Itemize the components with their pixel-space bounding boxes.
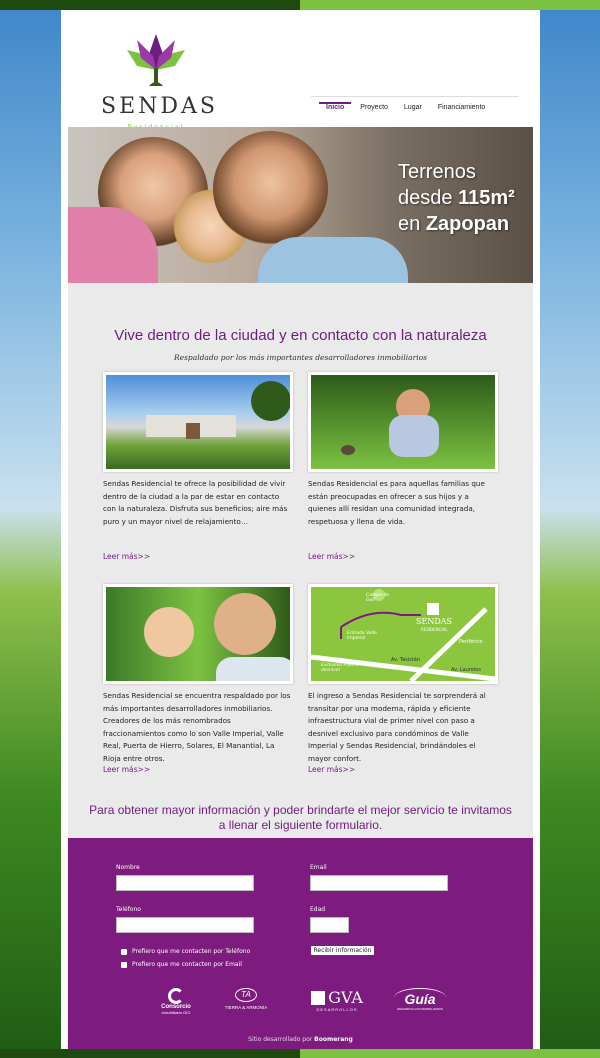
hero-shirt-man [258,237,408,283]
gva-mark-icon [311,991,325,1005]
credit-link[interactable]: Boomerang [314,1036,353,1043]
father-son-photo[interactable] [103,584,293,684]
tya-name: TIERRA & ARMONÍA [224,1005,268,1010]
submit-button[interactable]: Recibir información [311,946,374,955]
nav-inicio[interactable]: Inicio [319,102,351,113]
form-invitation [68,803,533,833]
gva-name: GVA [328,988,363,1007]
read-more-link[interactable]: Leer más>> [308,552,356,561]
edad-label: Edad [310,906,326,913]
partner-gva[interactable] [302,988,372,1012]
cta-line2: a llenar el siguiente formulario. [218,818,383,832]
nav-financiamiento[interactable]: Financiamiento [437,104,486,111]
card-text: Sendas Residencial es para aquellas familias que están preocupadas en ofrecer a sus hijos y a quienes allí residan una comunidad integrada, respetuosa y llena de vida. [308,479,485,526]
map-label-tesistan: Av. Tesistán [391,657,420,663]
contact-form [68,838,533,1049]
logo[interactable] [101,32,218,132]
pref-email-checkbox[interactable] [121,962,127,968]
map-brand-sub: RESIDENCIAL [421,627,448,632]
family-park-photo[interactable] [308,372,498,472]
partner-logos [68,988,533,1018]
pref-email-label: Prefiero que me contacten por Email [132,961,242,968]
main-nav [319,102,494,113]
gig-sub: Inmobiliario GIG [161,1010,191,1015]
hero-photo-man [213,131,328,246]
hero-headline [398,159,515,237]
gva-sub: DESARROLLOS [316,1007,358,1012]
telefono-label: Teléfono [116,906,141,913]
section-title: Vive dentro de la ciudad y en contacto con la naturaleza [114,327,487,344]
cta-line1: Para obtener mayor información y poder brindarte el mejor servicio te invitamos [89,803,512,817]
edad-input[interactable] [310,917,349,933]
nav-proyecto[interactable]: Proyecto [360,104,388,111]
email-input[interactable] [310,875,448,891]
nav-divider [311,96,519,97]
content-section [68,283,533,838]
nombre-input[interactable] [116,875,254,891]
pref-telefono-checkbox[interactable] [121,949,127,955]
entrance-photo[interactable] [103,372,293,472]
telefono-input[interactable] [116,917,254,933]
guia-sub: DESARROLLOS INMOBILIARIOS [397,1007,443,1011]
feature-card-acceso [308,584,498,779]
nombre-label: Nombre [116,864,140,871]
credit-text: Sitio desarrollado por [248,1036,315,1043]
map-label-exclusivo: Exclusivo Paso a desnivel [321,663,359,673]
gig-name: Consorcio [161,1004,191,1010]
map-label-periferico: Periférico [459,639,483,645]
tya-mark-icon: TA [235,988,257,1002]
read-more-link[interactable]: Leer más>> [308,765,356,774]
brand-name: SENDAS [101,94,218,119]
card-text: El ingreso a Sendas Residencial te sorprenderá al transitar por una moderna, rápida y eficiente infraestructura vial de primer nivel con paso a desnivel exclusivo para condóminos de Valle Imperial y Sendas Residencial, brindándoles el mayor confort. [308,691,486,763]
gig-swirl-icon [168,988,184,1004]
partner-guia[interactable] [394,988,446,1011]
guia-name: Guía [394,988,446,1007]
map-label-entrada: Entrada Valle Imperial [347,631,377,641]
site-credit [68,1036,533,1043]
section-subtitle: Respaldado por los más importantes desarrolladores inmobiliarios [173,353,427,362]
partner-tierra-armonia[interactable] [218,988,274,1010]
page-container [61,10,540,1049]
read-more-link[interactable]: Leer más>> [103,552,151,561]
bottom-stripe [0,1049,600,1058]
map-brand: SENDAS [416,617,452,626]
location-map[interactable] [308,584,498,684]
pref-telefono-label: Prefiero que me contacten por Teléfono [132,948,251,955]
feature-card-desarrolladores [103,584,293,779]
hero-line3-pre: en [398,213,426,235]
feature-card-familias [308,372,498,567]
top-stripe [0,0,600,10]
email-label: Email [310,864,327,871]
map-label-laureles: Av. Laureles [451,667,481,673]
partner-gig[interactable] [156,988,196,1015]
card-text: Sendas Residencial se encuentra respaldado por los más importantes desarrolladores inmobiliarios. Creadores de los más renombrados fraccionamientos como lo son Valle Imperial, Valle Real, Puerta de Hierro, Solares, El Manantial, La Rioja entre otros. [103,691,291,763]
pref-email-option[interactable] [121,961,242,968]
hero-line2-pre: desde [398,187,459,209]
pref-telefono-option[interactable] [121,948,250,955]
map-label-campo: Campo de Golf [366,593,389,603]
lotus-logo-icon [123,32,189,92]
hero-size: 115m² [458,187,515,209]
hero-banner [68,127,533,283]
read-more-link[interactable]: Leer más>> [103,765,151,774]
hero-line1: Terrenos [398,161,476,183]
card-text: Sendas Residencial te ofrece la posibilidad de vivir dentro de la ciudad a la par de estar en contacto con la naturaleza. Disfruta sus beneficios; aire más puro y un mayor nivel de relajamiento… [103,479,288,526]
feature-card-ciudad [103,372,293,567]
nav-lugar[interactable]: Lugar [403,104,422,111]
hero-city: Zapopan [425,213,510,235]
